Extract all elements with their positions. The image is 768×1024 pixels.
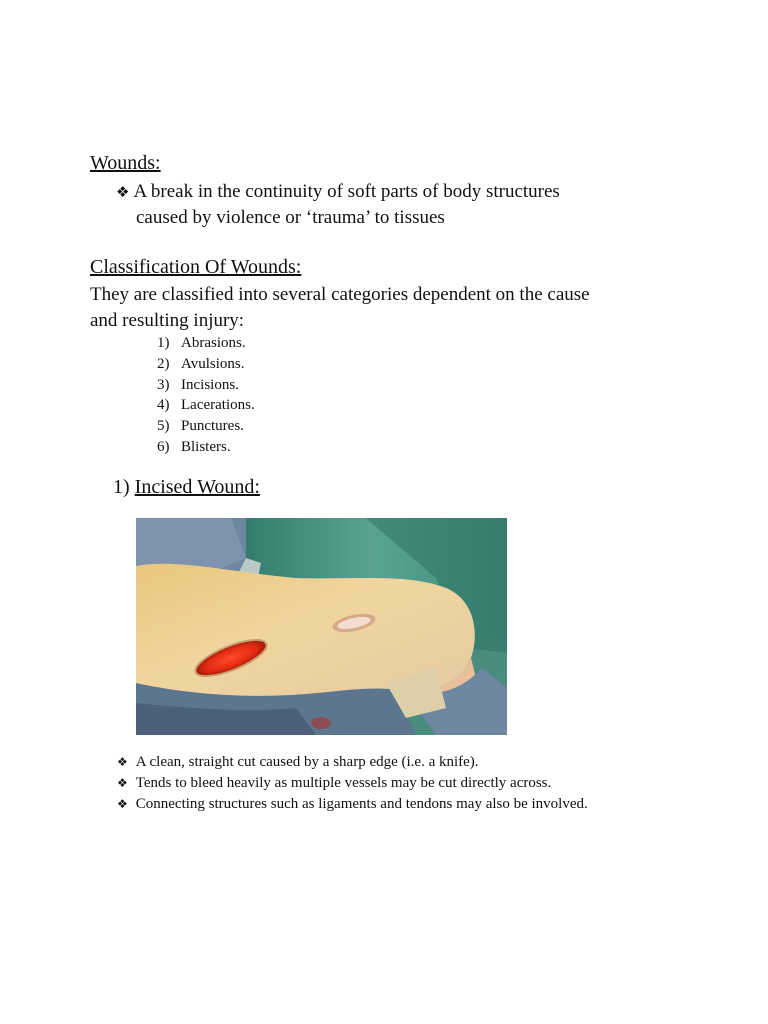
incised-wound-heading: 1) Incised Wound: xyxy=(113,476,260,498)
list-item: 6) Blisters. xyxy=(157,438,231,455)
definition-line-1: ❖ A break in the continuity of soft parts of body structures xyxy=(116,181,560,202)
diamond-bullet-icon: ❖ xyxy=(116,183,130,201)
list-item: ❖ Tends to bleed heavily as multiple vessels may be cut directly across. xyxy=(117,775,552,791)
diamond-bullet-icon: ❖ xyxy=(117,797,128,811)
list-item: ❖ Connecting structures such as ligaments and tendons may also be involved. xyxy=(117,796,588,812)
diamond-bullet-icon: ❖ xyxy=(117,755,128,769)
classification-heading: Classification Of Wounds: xyxy=(90,256,302,278)
list-item: 3) Incisions. xyxy=(157,376,239,393)
wounds-definition xyxy=(116,179,560,230)
classification-paragraph: They are classified into several categories dependent on the cause and resulting injury: xyxy=(90,284,590,331)
incised-wound-photo xyxy=(136,518,507,735)
list-item: 4) Lacerations. xyxy=(157,397,255,414)
wound-types-list xyxy=(157,333,255,458)
list-item: 2) Avulsions. xyxy=(157,355,245,372)
incised-wound-bullets xyxy=(117,752,588,815)
definition-line-2: caused by violence or ‘trauma’ to tissues xyxy=(136,207,445,228)
list-item: 5) Punctures. xyxy=(157,418,244,435)
list-item: ❖ A clean, straight cut caused by a sharp edge (i.e. a knife). xyxy=(117,754,479,770)
wounds-heading: Wounds: xyxy=(90,152,161,174)
diamond-bullet-icon: ❖ xyxy=(117,776,128,790)
list-item: 1) Abrasions. xyxy=(157,335,246,351)
